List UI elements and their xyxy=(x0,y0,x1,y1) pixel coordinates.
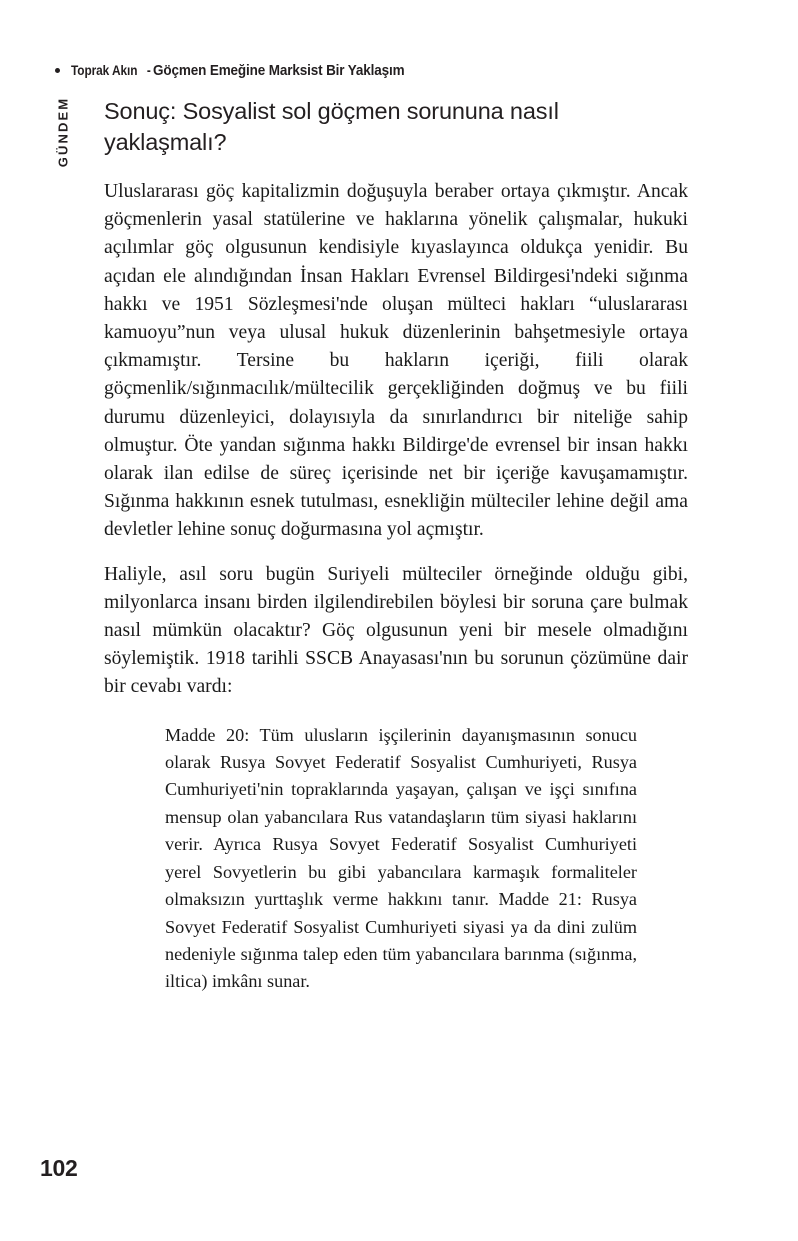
bullet-icon xyxy=(55,68,60,73)
running-header-article-title: Göçmen Emeğine Marksist Bir Yaklaşım xyxy=(152,62,405,79)
running-header-author: Toprak Akın xyxy=(71,63,138,78)
body-paragraph: Haliyle, asıl soru bugün Suriyeli mülteciler örneğinde olduğu gibi, milyonlarca insanı birden ilgilendirebilen böylesi bir soruna çare bulmak nasıl mümkün olacaktır? Göç olgusunun yeni bir mesele olmadığını söylemiştik. 1918 tarihli SSCB Anayasası'nın bu sorunun çözümüne dair bir cevabı vardı: xyxy=(104,563,688,698)
blockquote-text: Madde 20: Tüm ulusların işçilerinin dayanışmasının sonucu olarak Rusya Sovyet Federatif Sosyalist Cumhuriyeti, Rusya Cumhuriyeti'nin topraklarında yaşayan, çalışan ve işçi sınıfına mensup olan yabancılara Rus vatandaşların tüm siyasi haklarını verir. Ayrıca Rusya Sovyet Federatif Sosyalist Cumhuriyeti yerel Sovyetlerin bu gibi yabancılara karmaşık formaliteler olmaksızın yurttaşlık verme hakkını tanır. Madde 21: Rusya Sovyet Federatif Sosyalist Cumhuriyeti siyasi ya da dini zulüm nedeniyle sığınma talep eden tüm yabancılara barınma (sığınma, iltica) imkânı sunar. xyxy=(165,724,637,992)
blockquote xyxy=(165,722,637,996)
page-number: 102 xyxy=(40,1155,78,1181)
section-tab xyxy=(56,90,70,174)
running-header xyxy=(55,62,432,79)
body-paragraph: Uluslararası göç kapitalizmin doğuşuyla beraber ortaya çıkmıştır. Ancak göçmenlerin yasal statülerine ve haklarına yönelik çalışmalar, hukuki açılımlar göç olgusunun kendisiyle kıyaslayınca oldukça yenidir. Bu açıdan ele alındığından İnsan Hakları Evrensel Bildirgesi'ndeki sığınma hakkı ve 1951 Sözleşmesi'nde oluşan mülteci hakları “uluslararası kamuoyu”nun veya ulusal hukuk düzenlerinin bahşetmesiyle ortaya çıkmamıştır. Tersine bu hakların içeriği, fiili olarak göçmenlik/sığınmacılık/mültecilik gerçekliğinden doğmuş ve bu fiili durumu düzenleyici, dolayısıyla da sınırlandırıcı bir niteliğe sahip olmuştur. Öte yandan sığınma hakkı Bildirge'de evrensel bir insan hakkı olarak ilan edilse de süreç içerisinde net bir içeriğe kavuşamamıştır. Sığınma hakkının esnek tutulması, esnekliğin mülteciler lehine değil ama devletler lehine sonuç doğurmasına yol açmıştır. xyxy=(104,181,688,541)
text-column xyxy=(104,96,688,996)
section-tab-label: GÜNDEM xyxy=(55,96,71,168)
page-title: Sonuç: Sosyalist sol göçmen sorununa nasıl yaklaşmalı? xyxy=(104,98,559,155)
running-header-separator: - xyxy=(147,63,152,78)
